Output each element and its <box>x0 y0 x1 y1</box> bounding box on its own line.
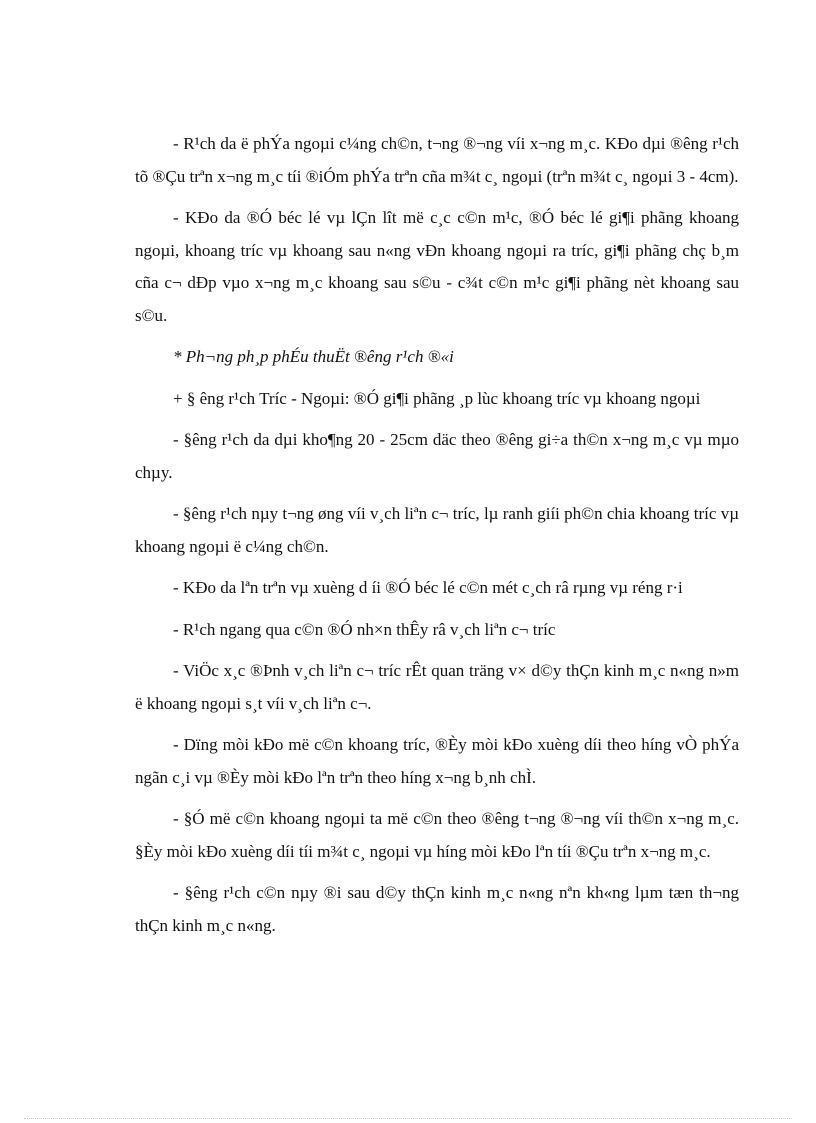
paragraph-4: + § êng r¹ch Tríc - Ngoµi: ®Ó gi¶i phãng ¸p lùc khoang tríc vµ khoang ngoµi <box>173 388 701 408</box>
paragraph-12: - §êng r¹ch c©n nµy ®i sau d©y thÇn kinh m¸c n«ng nªn kh«ng lµm tæn th¬ng thÇn kinh m¸c n«ng. <box>135 883 739 935</box>
paragraph-7: - KÐo da lªn trªn vµ xuèng d íi ®Ó béc lé c©n mét c¸ch râ rµng vµ réng r·i <box>173 578 683 597</box>
document-body <box>135 128 739 951</box>
paragraph-8: - R¹ch ngang qua c©n ®Ó nh×n thÊy râ v¸ch liªn c¬ tríc <box>173 619 556 639</box>
paragraph-11: - §Ó më c©n khoang ngoµi ta më c©n theo ®êng t¬ng ®¬ng víi th©n x¬ng m¸c. §Èy mòi kÐo xuèng díi tíi m¾t c¸ ngoµi vµ híng mòi kÐo lªn tíi ®Çu trªn x¬ng m¸c. <box>135 809 739 861</box>
paragraph-6: - §êng r¹ch nµy t¬ng øng víi v¸ch liªn c¬ tríc, lµ ranh giíi ph©n chia khoang tríc vµ khoang ngoµi ë c¼ng ch©n. <box>135 504 739 556</box>
paragraph-2: - KÐo da ®Ó béc lé vµ lÇn lît më c¸c c©n m¹c, ®Ó béc lé gi¶i phãng khoang ngoµi, khoang tríc vµ khoang sau n«ng vÐn khoang ngoµi ra tríc, gi¶i phãng chç b¸m cña c¬ dÐp vµo x¬ng m¸c khoang sau s©u - c¾t c©n m¹c gi¶i phãng nèt khoang sau s©u. <box>135 208 739 325</box>
paragraph-9: - ViÖc x¸c ®Þnh v¸ch liªn c¬ tríc rÊt quan träng v× d©y thÇn kinh m¸c n«ng n»m ë khoang ngoµi s¸t víi v¸ch liªn c¬. <box>135 661 739 713</box>
paragraph-5: - §êng r¹ch da dµi kho¶ng 20 - 25cm däc theo ®êng gi÷a th©n x¬ng m¸c vµ mµo chµy. <box>135 430 739 482</box>
paragraph-1: - R¹ch da ë phÝa ngoµi c¼ng ch©n, t¬ng ®¬ng víi x¬ng m¸c. KÐo dµi ®êng r¹ch tõ ®Çu trªn x¬ng m¸c tíi ®iÓm phÝa trªn cña m¾t c¸ ngoµi (trªn m¾t c¸ ngoµi 3 - 4cm). <box>135 134 739 186</box>
paragraph-10: - Dïng mòi kÐo më c©n khoang tríc, ®Èy mòi kÐo xuèng díi theo híng vÒ phÝa ngãn c¸i vµ ®Èy mòi kÐo lªn trªn theo híng x¬ng b¸nh chÌ. <box>135 735 739 787</box>
section-heading: * Ph¬ng ph¸p phÉu thuËt ®êng r¹ch ®«i <box>173 347 454 366</box>
page-bottom-divider <box>24 1118 792 1119</box>
